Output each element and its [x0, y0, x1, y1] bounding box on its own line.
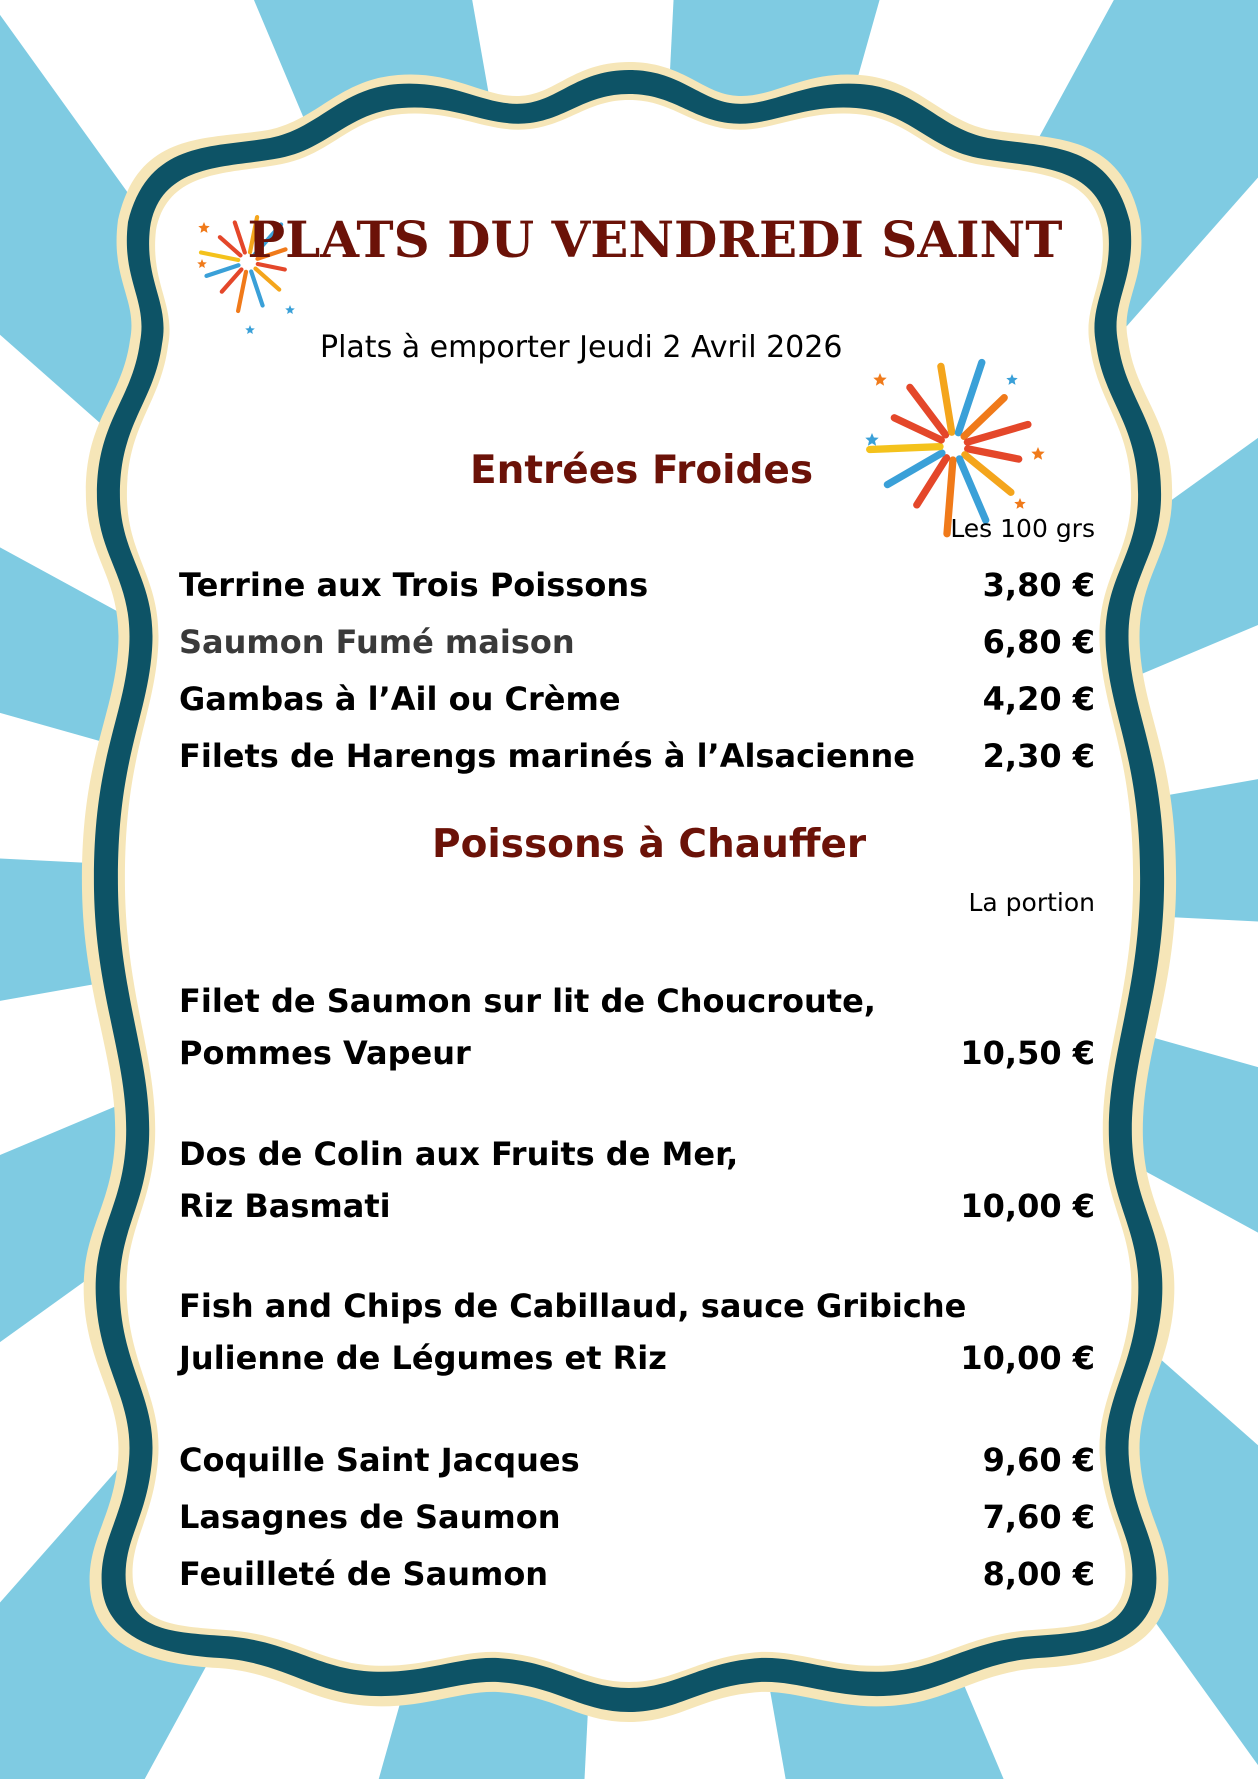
- item-name: Lasagnes de Saumon: [179, 1498, 561, 1536]
- menu-item: [179, 1484, 1095, 1536]
- item-price: 10,50 €: [960, 1034, 1095, 1072]
- section-heading-entrees: Entrées Froides: [470, 448, 814, 493]
- menu-item: [179, 552, 1095, 604]
- menu-item: [179, 1427, 1095, 1479]
- section-heading-poissons: Poissons à Chauffer: [432, 822, 867, 867]
- subtitle: Plats à emporter Jeudi 2 Avril 2026: [320, 330, 843, 365]
- item-name: Saumon Fumé maison: [179, 623, 575, 661]
- item-name-line1: Fish and Chips de Cabillaud, sauce Gribiche: [179, 1287, 967, 1325]
- item-price: 3,80 €: [982, 566, 1095, 604]
- page-title: PLATS DU VENDREDI SAINT: [247, 210, 1063, 269]
- item-price: 4,20 €: [982, 680, 1095, 718]
- item-name-line1: Dos de Colin aux Fruits de Mer,: [179, 1135, 739, 1173]
- item-name: Filets de Harengs marinés à l’Alsacienne: [179, 737, 915, 775]
- item-price: 2,30 €: [982, 737, 1095, 775]
- menu-item: [179, 723, 1095, 775]
- item-name-line1: Filet de Saumon sur lit de Choucroute,: [179, 982, 876, 1020]
- item-price: 9,60 €: [982, 1441, 1095, 1479]
- unit-label: Les 100 grs: [950, 514, 1095, 543]
- item-price: 10,00 €: [960, 1187, 1095, 1225]
- item-name: Gambas à l’Ail ou Crème: [179, 680, 621, 718]
- item-name: Riz Basmati: [179, 1187, 391, 1225]
- menu-item: [179, 609, 1095, 661]
- menu-item: [179, 666, 1095, 718]
- item-price: 10,00 €: [960, 1339, 1095, 1377]
- item-price: 8,00 €: [982, 1555, 1095, 1593]
- menu-item: [179, 1541, 1095, 1593]
- item-name: Coquille Saint Jacques: [179, 1441, 580, 1479]
- item-name: Pommes Vapeur: [179, 1034, 471, 1072]
- unit-label: La portion: [968, 888, 1095, 917]
- menu-item: [179, 982, 1095, 1072]
- item-name: Feuilleté de Saumon: [179, 1555, 549, 1593]
- item-price: 7,60 €: [982, 1498, 1095, 1536]
- menu-item: [179, 1135, 1095, 1225]
- item-name: Terrine aux Trois Poissons: [179, 566, 649, 604]
- item-name: Julienne de Légumes et Riz: [179, 1339, 667, 1377]
- menu-item: [179, 1287, 1095, 1377]
- item-price: 6,80 €: [982, 623, 1095, 661]
